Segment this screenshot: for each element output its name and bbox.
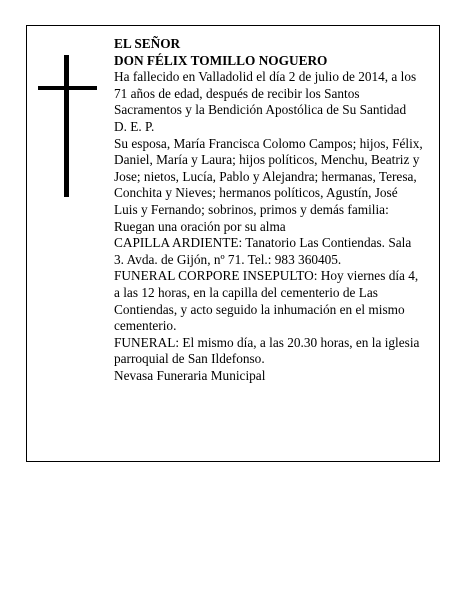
- funeral-home: Nevasa Funeraria Municipal: [114, 367, 266, 383]
- funeral-service: FUNERAL CORPORE INSEPULTO: Hoy viernes día 4, a las 12 horas, en la capilla del cementerio de Las Contiendas, y acto seguido la inhumación en el mismo cementerio.: [114, 268, 419, 334]
- deceased-name: DON FÉLIX TOMILLO NOGUERO: [114, 52, 328, 68]
- cross-icon: [64, 55, 69, 197]
- wake-location: CAPILLA ARDIENTE: Tanatorio Las Contiendas. Sala 3. Avda. de Gijón, nº 71. Tel.: 983 360405.: [114, 235, 412, 267]
- prayer-request: Ruegan una oración por su alma: [114, 218, 286, 234]
- death-announcement: Ha fallecido en Valladolid el día 2 de julio de 2014, a los 71 años de edad, después de recibir los Santos Sacramentos y la Bendición Apostólica de Su Santidad: [114, 69, 417, 118]
- notice-body: [114, 36, 424, 384]
- rip-line: D. E. P.: [114, 118, 155, 134]
- cross-icon-crossbar: [38, 86, 97, 90]
- family-list: Su esposa, María Francisca Colomo Campos; hijos, Félix, Daniel, María y Laura; hijos políticos, Menchu, Beatriz y Jose; nietos, Lucía, Pablo y Alejandra; hermanas, Teresa, Conchita y Nieves; hermanos políticos, Agustín, José Luis y Fernando; sobrinos, primos y demás familia:: [114, 135, 423, 217]
- funeral-mass: FUNERAL: El mismo día, a las 20.30 horas, en la iglesia parroquial de San Ildefonso.: [114, 334, 420, 367]
- notice-title: EL SEÑOR: [114, 36, 181, 51]
